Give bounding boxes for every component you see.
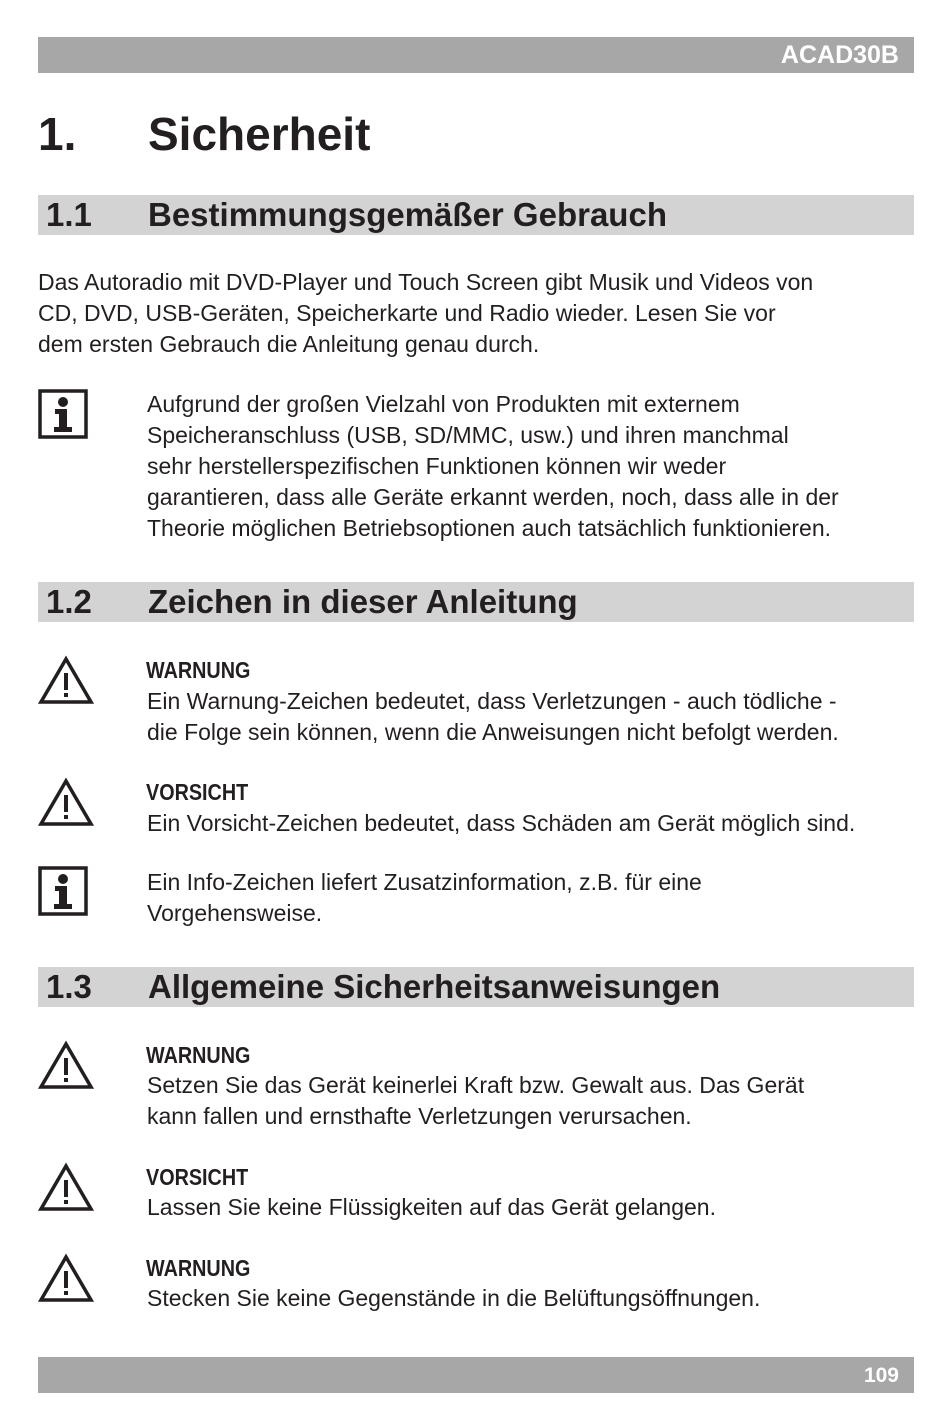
section-number: 1.1 xyxy=(46,196,92,233)
text-line: Ein Warnung-Zeichen bedeutet, dass Verletzungen - auch tödliche - xyxy=(147,688,837,714)
intro-paragraph xyxy=(38,267,813,360)
warning-triangle-icon xyxy=(38,777,94,827)
footer-bar xyxy=(38,1357,914,1393)
section-title: Bestimmungsgemäßer Gebrauch xyxy=(148,196,667,233)
warning-note-text xyxy=(147,686,839,748)
section-number: 1.2 xyxy=(46,583,92,620)
warning-triangle-icon xyxy=(38,655,94,705)
text-line: Stecken Sie keine Gegenstände in die Belüftungsöffnungen. xyxy=(147,1285,761,1311)
warning-note-text xyxy=(147,1283,760,1314)
info-icon xyxy=(38,389,88,439)
info-icon xyxy=(38,866,88,916)
page-number: 109 xyxy=(863,1364,899,1387)
model-number: ACAD30B xyxy=(780,41,899,69)
text-line: Ein Info-Zeichen liefert Zusatzinformation, z.B. für eine xyxy=(147,869,702,895)
text-line: Theorie möglichen Betriebsoptionen auch tatsächlich funktionieren. xyxy=(147,515,832,541)
text-line: Aufgrund der großen Vielzahl von Produkten mit externem xyxy=(147,391,740,417)
caution-label: VORSICHT xyxy=(146,779,249,805)
warning-label: WARNUNG xyxy=(146,657,251,683)
section-title: Allgemeine Sicherheitsanweisungen xyxy=(148,968,721,1005)
text-line: CD, DVD, USB-Geräten, Speicherkarte und Radio wieder. Lesen Sie vor xyxy=(38,300,776,326)
caution-note-text xyxy=(147,808,855,839)
text-line: Vorgehensweise. xyxy=(147,900,323,926)
text-line: garantieren, dass alle Geräte erkannt werden, noch, dass alle in der xyxy=(147,484,839,510)
caution-note-text xyxy=(147,1192,716,1223)
section-heading-1-3 xyxy=(38,967,914,1007)
section-title: Zeichen in dieser Anleitung xyxy=(148,583,578,620)
text-line: dem ersten Gebrauch die Anleitung genau durch. xyxy=(38,331,540,357)
text-line: sehr herstellerspezifischen Funktionen können wir weder xyxy=(147,453,727,479)
info-note-text xyxy=(147,389,839,544)
chapter-title: Sicherheit xyxy=(148,108,371,160)
section-number: 1.3 xyxy=(46,968,92,1005)
text-line: Lassen Sie keine Flüssigkeiten auf das Gerät gelangen. xyxy=(147,1194,716,1220)
text-line: kann fallen und ernsthafte Verletzungen verursachen. xyxy=(147,1103,692,1129)
warning-note-text xyxy=(147,1070,804,1132)
header-bar xyxy=(38,37,914,73)
text-line: die Folge sein können, wenn die Anweisungen nicht befolgt werden. xyxy=(147,719,839,745)
section-heading-1-2 xyxy=(38,582,914,622)
warning-label: WARNUNG xyxy=(146,1255,251,1281)
warning-triangle-icon xyxy=(38,1162,94,1212)
info-note-text xyxy=(147,867,702,929)
text-line: Speicheranschluss (USB, SD/MMC, usw.) und ihren manchmal xyxy=(147,422,789,448)
warning-label: WARNUNG xyxy=(146,1042,251,1068)
warning-triangle-icon xyxy=(38,1253,94,1303)
chapter-number: 1. xyxy=(38,108,77,160)
warning-triangle-icon xyxy=(38,1040,94,1090)
text-line: Ein Vorsicht-Zeichen bedeutet, dass Schäden am Gerät möglich sind. xyxy=(147,810,856,836)
caution-label: VORSICHT xyxy=(146,1164,249,1190)
section-heading-1-1 xyxy=(38,195,914,235)
text-line: Setzen Sie das Gerät keinerlei Kraft bzw. Gewalt aus. Das Gerät xyxy=(147,1072,805,1098)
text-line: Das Autoradio mit DVD-Player und Touch Screen gibt Musik und Videos von xyxy=(38,269,814,295)
